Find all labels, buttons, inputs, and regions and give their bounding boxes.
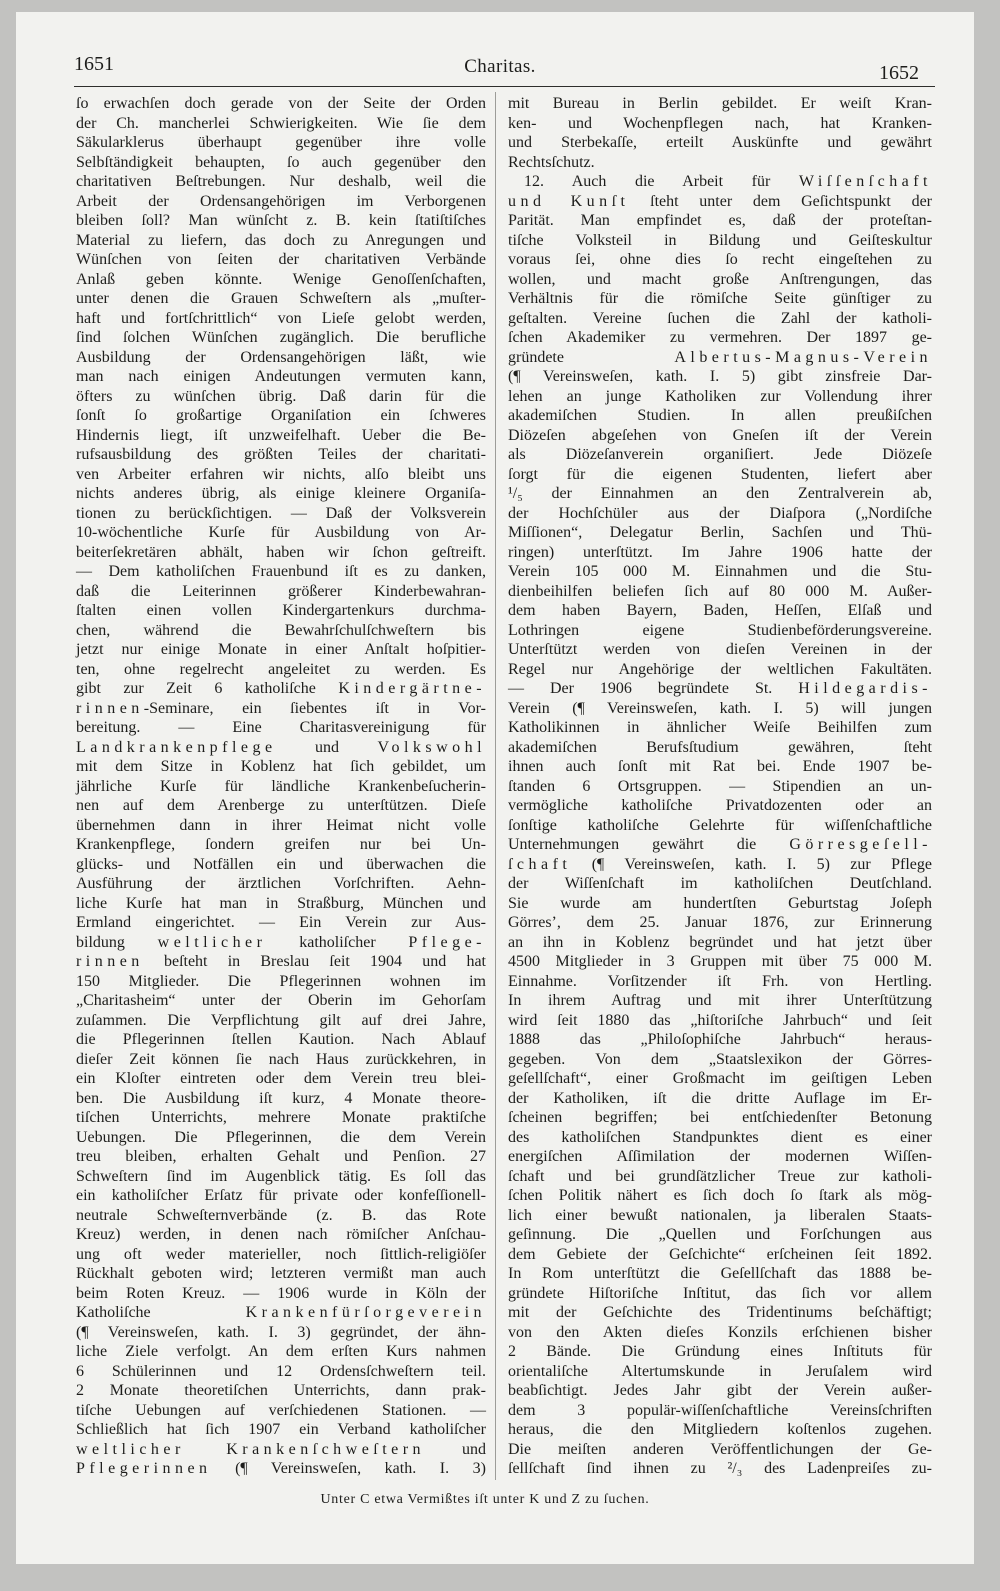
- spaced-emphasis: ſchaft: [508, 855, 572, 873]
- text-line: zuſammen. Die Verpflichtung gilt auf drei Jahre,: [76, 1011, 486, 1029]
- text-line: Verein (¶ Vereinsweſen, kath. I. 5) will jungen: [508, 699, 932, 717]
- text-line: [76, 952, 486, 972]
- text-line: Verhältnis für die römiſche Seite günſtiger zu: [508, 290, 932, 307]
- text-line: energiſchen Aſſimilation der modernen Wiſſen-: [508, 1148, 932, 1165]
- text-line: an ihn in Koblenz begründet und hat jetzt über: [508, 933, 932, 951]
- text-line: geſinnung. Die „Quellen und Forſchungen aus: [508, 1226, 932, 1243]
- text-line: lehen an junge Katholiken zur Vollendung ihrer: [508, 387, 932, 405]
- text-line: gründete Hiſtoriſche Inſtitut, das ſich vor allem: [508, 1284, 932, 1302]
- text-line: rufsausbildung des größten Teiles der charitati-: [76, 446, 486, 463]
- text-line: Hindernis liegt, iſt unzweifelhaft. Ueber die Be-: [76, 426, 486, 444]
- text-line: ſorgt für die eigenen Studenten, liefert aber: [508, 465, 932, 483]
- text-line: 2 Monate theoretiſchen Unterrichts, dann prak-: [76, 1382, 486, 1399]
- text-line: neutrale Schweſternverbände (z. B. das Rote: [76, 1206, 486, 1224]
- text-line: orientaliſche Altertumskunde in Jeruſalem wird: [508, 1362, 932, 1380]
- text-line: [508, 835, 932, 855]
- text-line: Schweſtern ſind im Augenblick tätig. Es ſoll das: [76, 1167, 486, 1185]
- text-line: In ihrem Auftrag und mit ihrer Unterſtützung: [508, 992, 932, 1009]
- text-line: vermögliche katholiſche Privatdozenten oder an: [508, 797, 932, 814]
- header-rule: [74, 86, 935, 87]
- column-right: [508, 94, 932, 1479]
- text-line: Anlaß geben könnte. Wenige Genoſſenſchaften,: [76, 270, 486, 288]
- text-line: ven Arbeiter erfahren wir nichts, alſo bleibt uns: [76, 465, 486, 483]
- text-line: [508, 679, 932, 699]
- text-line: liche Kurſe hat man in Straßburg, München und: [76, 894, 486, 912]
- text-line: Ermland eingerichtet. — Ein Verein zur Aus-: [76, 914, 486, 931]
- text-line: bleiben ſoll? Man wünſcht z. B. kein ſtatiſtiſches: [76, 212, 486, 229]
- text-line: der Ch. mancherlei Schwierigkeiten. Wie ſie dem: [76, 114, 486, 132]
- text-line: bereitung. — Eine Charitasvereinigung für: [76, 719, 486, 736]
- text-line: Uebungen. Die Pflegerinnen, die dem Verein: [76, 1128, 486, 1146]
- text-line: daß die Leiterinnen größerer Kinderbewahran-: [76, 582, 486, 600]
- text-line: lich einer bewußt nationalen, ja liberalen Staats-: [508, 1206, 932, 1224]
- spaced-emphasis: Volkswohl: [377, 738, 486, 756]
- text-line: ringen) unterſtützt. Im Jahre 1906 hatte der: [508, 543, 932, 561]
- text-line: ten, ohne regelrecht angeleitet zu werden. Es: [76, 660, 486, 678]
- text-line: mit dem Sitze in Koblenz hat ſich gebildet, um: [76, 758, 486, 775]
- text-line: ſind ſolchen Wünſchen zugänglich. Die berufliche: [76, 329, 486, 346]
- text-line: beiterſekretären abhält, haben wir ſchon geſtreift.: [76, 543, 486, 561]
- spaced-emphasis: Kindergärtne-: [338, 680, 486, 697]
- text-line: Regel nur Angehörige der weltlichen Fakultäten.: [508, 660, 932, 678]
- text-line: jetzt nur einige Monate in einer Anſtalt hoſpitier-: [76, 641, 486, 658]
- spaced-emphasis: Krankenfürſorgeverein: [245, 1304, 486, 1321]
- line-text: beſteht in Breslau ſeit 1904 und hat: [143, 953, 486, 970]
- text-line: Einnahme. Vorſitzender iſt Frh. von Hertling.: [508, 972, 932, 990]
- text-line: Verein 105 000 M. Einnahmen und die Stu-: [508, 563, 932, 580]
- text-line: tiſchen Unterrichts, mehrere Monate praktiſche: [76, 1109, 486, 1126]
- line-text: Katholiſche: [76, 1304, 246, 1321]
- text-line: [76, 738, 486, 758]
- text-line: (¶ Vereinsweſen, kath. I. 3) gegründet, der ähn-: [76, 1323, 486, 1341]
- text-line: ung oft weder materieller, noch ſittlich-religiöſer: [76, 1245, 486, 1263]
- text-line: 4500 Mitglieder in 3 Gruppen mit über 75 000 M.: [508, 953, 932, 970]
- text-line: beim Roten Kreuz. — 1906 wurde in Köln der: [76, 1284, 486, 1302]
- text-line: Parität. Man empfindet es, daß der proteſtan-: [508, 212, 932, 229]
- text-line: nichts anderes übrig, als einige kleinere Organiſa-: [76, 485, 486, 502]
- text-line: Schließlich hat ſich 1907 ein Verband katholiſcher: [76, 1421, 486, 1438]
- text-line: ihnen auch ſonſt mit Rat bei. Ende 1907 be-: [508, 758, 932, 775]
- text-line: Unterſtützt werden von dieſen Vereinen in der: [508, 641, 932, 658]
- text-line: Diözeſen abgeſehen von Gneſen iſt der Verein: [508, 426, 932, 444]
- text-line: Katholikinnen in ähnlicher Weiſe Beihilfen zum: [508, 719, 932, 736]
- spaced-emphasis: rinnen: [76, 953, 144, 970]
- text-line: von den Akten dieſes Konzils erſchienen bisher: [508, 1323, 932, 1341]
- text-line: 6 Schülerinnen und 12 Ordensſchweſtern teil.: [76, 1362, 486, 1380]
- text-line: — Dem katholiſchen Frauenbund iſt es zu danken,: [76, 563, 486, 580]
- spaced-emphasis: Wiſſenſchaft: [798, 173, 932, 190]
- text-line: ein Kloſter eintreten oder dem Verein treu blei-: [76, 1070, 486, 1087]
- text-line: und Sterbekaſſe, erteilt Auskünfte und gewährt: [508, 134, 932, 151]
- text-line: des katholiſchen Standpunktes dient es einer: [508, 1128, 932, 1146]
- text-line: nen auf dem Arenberge zu unterſtützen. Dieſe: [76, 797, 486, 814]
- text-line: Selbſtändigkeit behaupten, ſo auch gegenüber den: [76, 153, 486, 171]
- line-text: — Der 1906 begründete St.: [508, 680, 799, 697]
- line-text: bildung: [76, 933, 158, 951]
- text-line: Arbeit der Ordensangehörigen im Verborgenen: [76, 192, 486, 210]
- text-line: Säkularklerus überhaupt gegenüber ihre volle: [76, 134, 486, 151]
- line-text: -Seminare, ein ſiebentes iſt in Vor-: [143, 699, 486, 717]
- text-line: [508, 192, 932, 212]
- footer-note: Unter C etwa Vermißtes iſt unter K und Z zu ſuchen.: [320, 1492, 650, 1507]
- text-line: ſonſt ſo großartige Organiſation ein ſchweres: [76, 407, 486, 424]
- line-text: Unternehmungen gewährt die: [508, 836, 790, 853]
- spaced-emphasis: weltlicher Krankenſchweſtern: [76, 1440, 426, 1458]
- text-line: ſonſtige katholiſche Gelehrte für wiſſenſchaftliche: [508, 816, 932, 834]
- text-line: [508, 855, 932, 875]
- text-line: dem 3 populär-wiſſenſchaftliche Vereinsſchriften: [508, 1401, 932, 1419]
- text-line: wollen, und macht große Anſtrengungen, das: [508, 270, 932, 288]
- text-line: unter denen die Grauen Schweſtern als „muſter-: [76, 290, 486, 307]
- text-line: als Diözeſanverein organiſiert. Jede Diözeſe: [508, 446, 932, 463]
- line-text: gründete: [508, 348, 675, 366]
- text-line: dem haben Bayern, Baden, Heſſen, Elſaß und: [508, 602, 932, 619]
- spaced-emphasis: und Kunſt: [508, 192, 630, 210]
- text-line: [76, 933, 486, 953]
- text-line: dienbeihilfen beliefen ſich auf 80 000 M. Außer-: [508, 582, 932, 600]
- text-line: treu bleiben, erhalten Gehalt und Penſion. 27: [76, 1148, 486, 1165]
- line-text: katholiſcher: [266, 933, 409, 951]
- text-line: [76, 1303, 486, 1323]
- text-line: Ausbildung der Ordensangehörigen läßt, wie: [76, 348, 486, 366]
- text-line: mit Bureau in Berlin gebildet. Er weiſt Kran-: [508, 95, 932, 112]
- text-line: ſo erwachſen doch gerade von der Seite der Orden: [76, 95, 486, 112]
- text-line: Material zu liefern, das doch zu Anregungen und: [76, 231, 486, 249]
- text-line: ſchaft und bei grundſätzlicher Treue zur katholi-: [508, 1167, 932, 1185]
- text-line: In Rom unterſtützt die Geſellſchaft das 1888 be-: [508, 1265, 932, 1282]
- text-line: tiſche Volksteil in Bildung und Geiſteskultur: [508, 231, 932, 249]
- text-line: wird ſeit 1880 das „hiſtoriſche Jahrbuch“ und ſeit: [508, 1011, 932, 1029]
- text-line: dem Gebiete der Geſchichte“ erſcheinen ſeit 1892.: [508, 1245, 932, 1263]
- line-text: (¶ Vereinsweſen, kath. I. 5) zur Pflege: [571, 855, 932, 873]
- text-line: Rückhalt geboten wird; letzteren vermißt man auch: [76, 1265, 486, 1282]
- text-line: tiſche Uebungen auf verſchiedenen Stationen. —: [76, 1401, 486, 1419]
- text-line: Wünſchen von ſeiten der charitativen Verbände: [76, 251, 486, 268]
- text-line: „Charitasheim“ unter der Oberin im Gehorſam: [76, 992, 486, 1009]
- text-line: Sie wurde am hundertſten Geburtstag Joſeph: [508, 894, 932, 912]
- text-line: ſtalten einen vollen Kindergartenkurs durchma-: [76, 602, 486, 619]
- text-line: akademiſchen Berufsſtudium gewähren, ſteht: [508, 738, 932, 756]
- text-line: der Wiſſenſchaft im katholiſchen Deutſchland.: [508, 875, 932, 892]
- text-line: ken- und Wochenpflegen nach, hat Kranken-: [508, 114, 932, 132]
- line-text: und: [276, 738, 378, 756]
- text-line: charitativen Beſtrebungen. Nur deshalb, weil die: [76, 173, 486, 190]
- spaced-emphasis: rinnen: [76, 699, 144, 717]
- text-line: Kreuz) werden, in denen nach römiſcher Anſchau-: [76, 1226, 486, 1243]
- text-line: glücks- und Notfällen ein und überwachen die: [76, 855, 486, 873]
- running-title: Charitas.: [464, 56, 536, 77]
- text-line: heraus, die den Mitgliedern koſtenlos zugehen.: [508, 1421, 932, 1438]
- text-line: ſcheinen begriffen; bei entſchiedenſter Betonung: [508, 1109, 932, 1126]
- text-line: [76, 1459, 486, 1479]
- text-line: beabſichtigt. Jedes Jahr gibt der Verein außer-: [508, 1382, 932, 1399]
- spaced-emphasis: Pflegerinnen: [76, 1460, 212, 1477]
- spaced-emphasis: Pflege-: [408, 933, 486, 951]
- text-line: übernehmen dann in ihrer Heimat nicht volle: [76, 816, 486, 834]
- spaced-emphasis: Landkrankenpflege: [76, 738, 277, 756]
- column-left: [76, 94, 486, 1479]
- line-text: und: [425, 1440, 486, 1458]
- text-line: tionen zu berückſichtigen. — Daß der Volksverein: [76, 504, 486, 522]
- text-line: ſtanden 6 Ortsgruppen. — Stipendien an un-: [508, 777, 932, 795]
- text-line: die Pflegerinnen ſtellen Kaution. Nach Ablauf: [76, 1031, 486, 1048]
- text-line: 10-wöchentliche Kurſe für Ausbildung von Ar-: [76, 524, 486, 541]
- text-line: Lothringen eigene Studienbeförderungsvereine.: [508, 621, 932, 639]
- text-line: ¹/₅ der Einnahmen an den Zentralverein ab,: [508, 485, 932, 502]
- column-divider: [495, 92, 496, 1480]
- text-line: [508, 172, 932, 192]
- text-line: der Katholiken, iſt die dritte Auflage im Er-: [508, 1089, 932, 1107]
- spaced-emphasis: Görresgeſell-: [789, 836, 932, 853]
- text-line: [76, 679, 486, 699]
- text-line: 2 Bände. Die Gründung eines Inſtituts für: [508, 1343, 932, 1360]
- text-line: Rechtsſchutz.: [508, 153, 595, 171]
- line-text: gibt zur Zeit 6 katholiſche: [76, 680, 339, 697]
- text-line: Görres’, dem 25. Januar 1876, zur Erinnerung: [508, 914, 932, 931]
- text-line: [76, 699, 486, 719]
- text-line: mit der Geſchichte des Tridentinums beſchäftigt;: [508, 1304, 932, 1321]
- text-line: ben. Die Ausbildung iſt kurz, 4 Monate theore-: [76, 1089, 486, 1107]
- spaced-emphasis: weltlicher: [157, 933, 267, 951]
- spaced-emphasis: Albertus-Magnus-Verein: [674, 348, 932, 366]
- line-text: 12. Auch die Arbeit für: [524, 173, 799, 190]
- page-number-right: 1652: [879, 62, 919, 84]
- text-line: man nach einigen Andeutungen vermuten kann,: [76, 368, 486, 385]
- text-line: Krankenpflege, ſondern greifen nur bei Un-: [76, 836, 486, 853]
- text-line: akademiſchen Studien. In allen preußiſchen: [508, 407, 932, 424]
- text-line: (¶ Vereinsweſen, kath. I. 5) gibt zinsfreie Dar-: [508, 368, 932, 385]
- text-line: Miſſionen“, Delegatur Berlin, Sachſen und Thü-: [508, 524, 932, 541]
- text-line: haft und fortſchrittlich“ von Lieſe gelobt werden,: [76, 309, 486, 327]
- text-line: ſchen Akademiker zu vermehren. Der 1897 ge-: [508, 329, 932, 346]
- text-line: 150 Mitglieder. Die Pflegerinnen wohnen im: [76, 972, 486, 990]
- text-line: ſellſchaft ſind ihnen zu ²/₃ des Ladenpreiſes zu-: [508, 1460, 932, 1477]
- text-line: jährliche Kurſe für ländliche Krankenbeſucherin-: [76, 777, 486, 795]
- text-line: Ausführung der ärztlichen Vorſchriften. Aehn-: [76, 875, 486, 892]
- text-line: geſtalten. Vereine ſuchen die Zahl der katholi-: [508, 309, 932, 327]
- line-text: ſteht unter dem Geſichtspunkt der: [629, 192, 932, 210]
- text-line: ſchen Politik nähert es ſich doch ſo ſtark als mög-: [508, 1187, 932, 1204]
- text-line: 1888 das „Philoſophiſche Jahrbuch“ heraus-: [508, 1031, 932, 1048]
- text-line: gegeben. Von dem „Staatslexikon der Görres-: [508, 1050, 932, 1068]
- text-line: der Hochſchüler aus der Diaſpora („Nordiſche: [508, 504, 932, 522]
- text-line: [76, 1440, 486, 1460]
- text-line: Die meiſten anderen Veröffentlichungen der Ge-: [508, 1440, 932, 1458]
- text-line: öfters zu wünſchen übrig. Daß darin für die: [76, 387, 486, 405]
- line-text: (¶ Vereinsweſen, kath. I. 3): [211, 1460, 486, 1477]
- spaced-emphasis: Hildegardis-: [798, 680, 932, 697]
- page-number-left: 1651: [74, 53, 114, 75]
- text-line: voraus ſei, ohne dies ſo recht eingeſtehen zu: [508, 251, 932, 268]
- text-line: chen, während die Bewahrſchulſchweſtern bis: [76, 621, 486, 639]
- text-line: geſellſchaft“, einer Großmacht im geiſtigen Leben: [508, 1070, 932, 1087]
- text-line: dieſer Zeit können ſie nach Haus zurückkehren, in: [76, 1050, 486, 1068]
- text-line: [508, 348, 932, 368]
- text-line: ein katholiſcher Erſatz für private oder konfeſſionell-: [76, 1187, 486, 1204]
- text-line: liche Ziele verfolgt. An dem erſten Kurs nahmen: [76, 1343, 486, 1360]
